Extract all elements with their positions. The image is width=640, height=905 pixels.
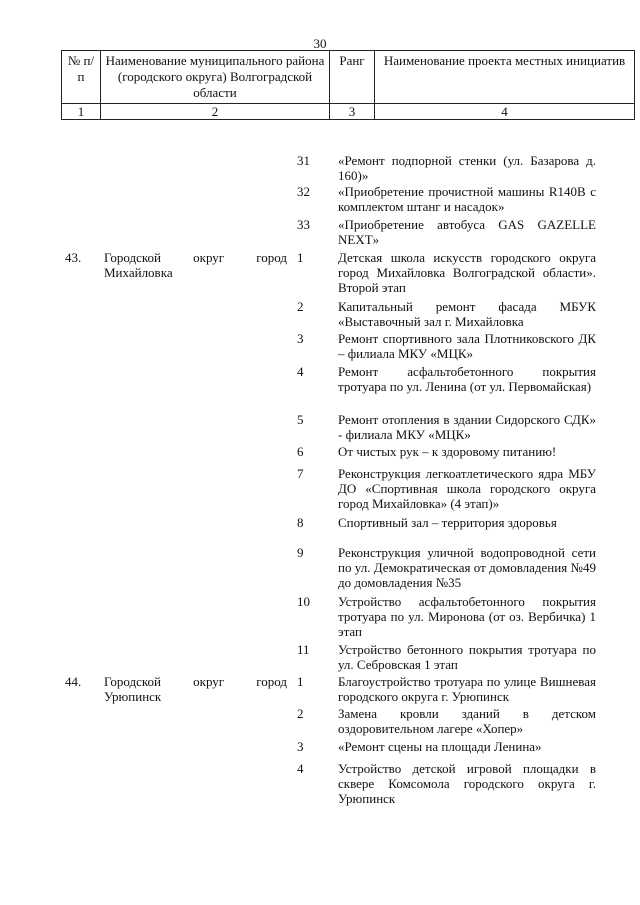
project-cell: «Приобретение прочистной машины R140В с комплектом штанг и насадок» [338, 184, 596, 214]
page-number: 30 [313, 36, 327, 51]
project-cell: От чистых рук – к здоровому питанию! [338, 444, 557, 459]
rank-cell: 32 [297, 184, 310, 199]
header-project: Наименование проекта местных инициатив [375, 51, 635, 104]
project-cell: «Приобретение автобуса GAS GAZELLE NEXT» [338, 217, 596, 247]
rank-cell: 1 [297, 250, 304, 265]
project-cell: Устройство детской игровой площадки в сквере Комсомола городского округа г. Урюпинск [338, 761, 596, 806]
header-district: Наименование муниципального района (городского округа) Волгоградской области [101, 51, 330, 104]
rank-cell: 5 [297, 412, 304, 427]
project-cell: Замена кровли зданий в детском оздоровительном лагере «Хопер» [338, 706, 596, 736]
rank-cell: 4 [297, 761, 304, 776]
project-cell: Устройство бетонного покрытия тротуара по ул. Себровская 1 этап [338, 642, 596, 672]
rank-cell: 31 [297, 153, 310, 168]
project-cell: «Ремонт сцены на площади Ленина» [338, 739, 542, 754]
project-cell: Ремонт спортивного зала Плотниковского ДК – филиала МКУ «МЦК» [338, 331, 596, 361]
project-cell: Устройство асфальтобетонного покрытия тротуара по ул. Миронова (от оз. Вербичка) 1 этап [338, 594, 596, 639]
number-cell: 44. [65, 674, 82, 689]
rank-cell: 6 [297, 444, 304, 459]
project-cell: Благоустройство тротуара по улице Вишневая городского округа г. Урюпинск [338, 674, 596, 704]
header-num-2: 2 [101, 104, 330, 120]
project-cell: Детская школа искусств городского округа город Михайловка Волгоградской области». Второй этап [338, 250, 596, 295]
rank-cell: 3 [297, 739, 304, 754]
rank-cell: 9 [297, 545, 304, 560]
project-cell: Реконструкция уличной водопроводной сети по ул. Демократическая от домовладения №49 до домовладения №35 [338, 545, 596, 590]
project-cell: Ремонт отопления в здании Сидорского СДК» - филиала МКУ «МЦК» [338, 412, 596, 442]
number-cell: 43. [65, 250, 82, 265]
project-cell: «Ремонт подпорной стенки (ул. Базарова д. 160)» [338, 153, 596, 183]
rank-cell: 3 [297, 331, 304, 346]
rank-cell: 2 [297, 706, 304, 721]
rank-cell: 10 [297, 594, 310, 609]
project-cell: Капитальный ремонт фасада МБУК «Выставочный зал г. Михайловка [338, 299, 596, 329]
project-cell: Спортивный зал – территория здоровья [338, 515, 557, 530]
header-num-3: 3 [330, 104, 375, 120]
project-cell: Реконструкция легкоатлетического ядра МБУ ДО «Спортивная школа городского округа город Михайловка» (4 этап)» [338, 466, 596, 511]
rank-cell: 4 [297, 364, 304, 379]
rank-cell: 2 [297, 299, 304, 314]
header-num-4: 4 [375, 104, 635, 120]
project-cell: Ремонт асфальтобетонного покрытия тротуара по ул. Ленина (от ул. Первомайская) [338, 364, 596, 394]
rank-cell: 7 [297, 466, 304, 481]
rank-cell: 8 [297, 515, 304, 530]
district-cell: Городской округ город Урюпинск [104, 674, 287, 704]
rank-cell: 33 [297, 217, 310, 232]
header-rank: Ранг [330, 51, 375, 104]
rank-cell: 11 [297, 642, 310, 657]
header-number: № п/п [62, 51, 101, 104]
district-cell: Городской округ город Михайловка [104, 250, 287, 280]
rank-cell: 1 [297, 674, 304, 689]
header-num-1: 1 [62, 104, 101, 120]
